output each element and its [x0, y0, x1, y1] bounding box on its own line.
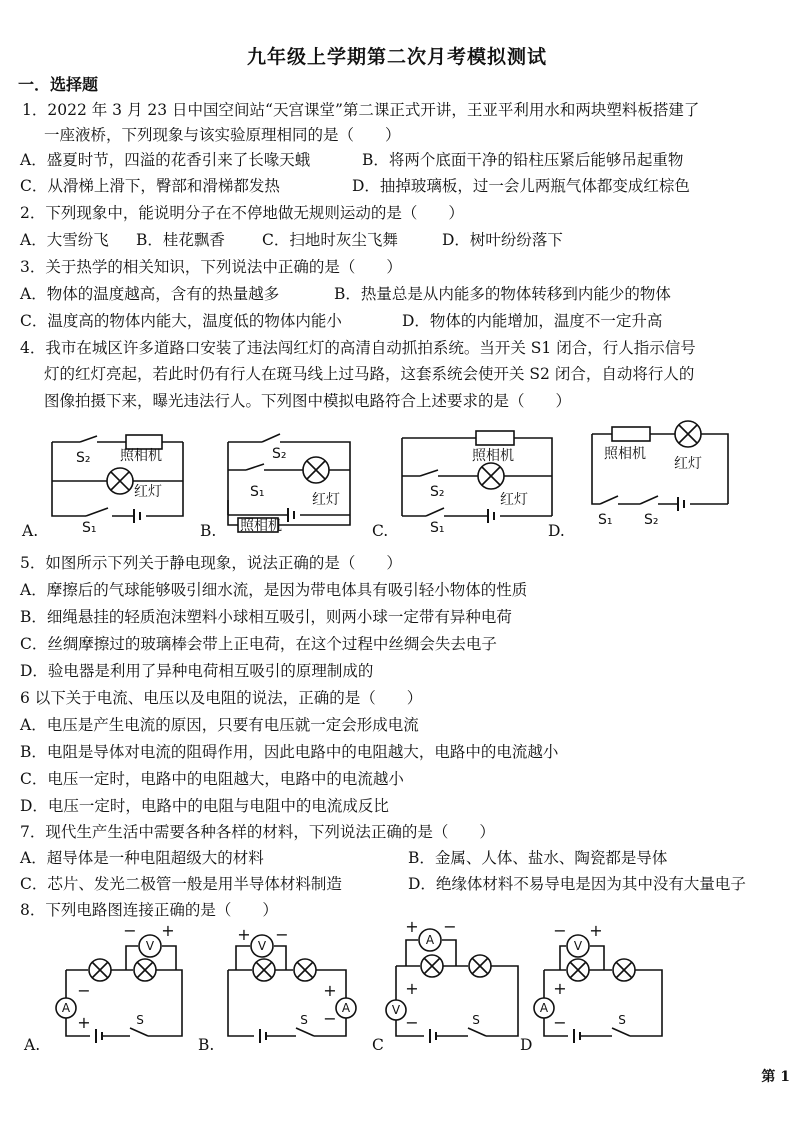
q8-circuit-b — [228, 935, 356, 1043]
q4-c-s2-label: S₂ — [430, 484, 445, 500]
q7-option-a: A．超导体是一种电阻超级大的材料 — [20, 849, 264, 867]
q4-label-c: C. — [372, 522, 389, 540]
q4-d-red-light-label: 红灯 — [674, 456, 702, 472]
q4-b-red-light-label: 红灯 — [312, 492, 340, 508]
q8-c-ammeter-label: A — [425, 933, 435, 947]
q2-option-b: B．桂花飘香 — [136, 231, 225, 249]
q4-d-s1-label: S₁ — [598, 512, 613, 528]
q7-option-c: C．芯片、发光二极管一般是用半导体材料制造 — [20, 875, 342, 893]
q8-b-v-plus: + — [237, 925, 251, 944]
q4-d-s2-label: S₂ — [644, 512, 659, 528]
q8-b-switch-label: S — [300, 1013, 308, 1027]
q8-a-ammeter-label: A — [61, 1001, 71, 1015]
q8-a-a-minus: − — [77, 981, 91, 1000]
q8-d-a-minus: − — [553, 1013, 567, 1032]
q4-c-red-light-label: 红灯 — [500, 492, 528, 508]
q8-d-ammeter-label: A — [539, 1001, 549, 1015]
q8-b-ammeter-label: A — [341, 1001, 351, 1015]
q8-a-voltmeter-label: V — [145, 939, 155, 953]
q4-b-s1-label: S₁ — [250, 484, 265, 500]
section-heading: 一．选择题 — [18, 75, 99, 94]
q5-option-a: A．摩擦后的气球能够吸引细水流，是因为带电体具有吸引轻小物体的性质 — [20, 581, 528, 599]
q4-circuit-c — [402, 431, 552, 523]
q1-option-b: B．将两个底面干净的铅柱压紧后能够吊起重物 — [362, 151, 684, 169]
q7-option-d: D．绝缘体材料不易导电是因为其中没有大量电子 — [408, 875, 746, 893]
q8-label-b: B. — [198, 1036, 215, 1054]
q4-stem-line3: 图像拍摄下来，曝光违法行人。下列图中模拟电路符合上述要求的是（ ） — [44, 392, 572, 410]
q4-stem-line1: 4．我市在城区许多道路口安装了违法闯红灯的高清自动抓拍系统。当开关 S1 闭合，行人指示信号 — [20, 339, 696, 357]
q4-b-s2-label: S₂ — [272, 446, 287, 462]
q8-a-v-plus: + — [161, 921, 175, 940]
q1-stem-line2: 一座液桥，下列现象与该实验原理相同的是（ ） — [44, 126, 401, 144]
q6-option-d: D．电压一定时，电路中的电阻与电阻中的电流成反比 — [20, 797, 389, 815]
q8-c-v-plus: + — [405, 979, 419, 998]
q8-b-v-minus: − — [275, 925, 289, 944]
q4-b-camera-label: 照相机 — [240, 518, 282, 534]
page-title: 九年级上学期第二次月考模拟测试 — [246, 46, 547, 68]
q3-option-a: A．物体的温度越高，含有的热量越多 — [20, 285, 280, 303]
q7-stem: 7．现代生产生活中需要各种各样的材料，下列说法正确的是（ ） — [20, 823, 495, 841]
q1-stem-line1: 1．2022 年 3 月 23 日中国空间站“天宫课堂”第二课正式开讲，王亚平利用水和两块塑料板搭建了 — [22, 101, 700, 119]
q4-label-d: D. — [548, 522, 565, 540]
q8-d-voltmeter-label: V — [573, 939, 583, 953]
q7-option-b: B．金属、人体、盐水、陶瓷都是导体 — [408, 849, 668, 867]
q3-option-c: C．温度高的物体内能大，温度低的物体内能小 — [20, 312, 342, 330]
q4-a-s2-label: S₂ — [76, 450, 91, 466]
q8-c-switch-label: S — [472, 1013, 480, 1027]
q8-b-voltmeter-label: V — [257, 939, 267, 953]
q3-option-d: D．物体的内能增加，温度不一定升高 — [402, 312, 663, 330]
q8-c-a-minus: − — [443, 917, 457, 936]
q8-d-v-plus: + — [589, 921, 603, 940]
q4-c-s1-label: S₁ — [430, 520, 445, 536]
q3-stem: 3．关于热学的相关知识，下列说法中正确的是（ ） — [20, 258, 402, 276]
q4-a-red-light-label: 红灯 — [134, 484, 162, 500]
q8-b-a-plus: + — [323, 981, 337, 1000]
q8-circuit-a — [56, 935, 182, 1043]
q8-c-v-minus: − — [405, 1013, 419, 1032]
q4-stem-line2: 灯的红灯亮起，若此时仍有行人在斑马线上过马路，这套系统会使开关 S2 闭合，自动将行人的 — [44, 365, 695, 383]
q2-stem: 2．下列现象中，能说明分子在不停地做无规则运动的是（ ） — [20, 204, 464, 222]
q4-circuit-d — [592, 421, 728, 511]
q1-option-a: A．盛夏时节，四溢的花香引来了长喙天蛾 — [20, 151, 311, 169]
q5-option-d: D．验电器是利用了异种电荷相互吸引的原理制成的 — [20, 662, 374, 680]
q8-label-d: D — [520, 1036, 533, 1054]
q4-label-b: B. — [200, 522, 217, 540]
q4-c-camera-label: 照相机 — [472, 448, 514, 464]
page-number: 第 1 — [761, 1069, 790, 1085]
q8-a-a-plus: + — [77, 1013, 91, 1032]
q2-option-c: C．扫地时灰尘飞舞 — [262, 231, 398, 249]
q6-option-b: B．电阻是导体对电流的阻碍作用，因此电路中的电阻越大，电路中的电流越小 — [20, 743, 559, 761]
q8-stem: 8．下列电路图连接正确的是（ ） — [20, 901, 278, 919]
q3-option-b: B．热量总是从内能多的物体转移到内能少的物体 — [334, 285, 671, 303]
q8-b-a-minus: − — [323, 1009, 337, 1028]
q5-option-b: B．细绳悬挂的轻质泡沫塑料小球相互吸引，则两小球一定带有异种电荷 — [20, 608, 512, 626]
q5-stem: 5．如图所示下列关于静电现象，说法正确的是（ ） — [20, 554, 402, 572]
q2-option-a: A．大雪纷飞 — [20, 231, 109, 249]
q1-option-d: D．抽掉玻璃板，过一会儿两瓶气体都变成红棕色 — [352, 177, 690, 195]
q5-option-c: C．丝绸摩擦过的玻璃棒会带上正电荷，在这个过程中丝绸会失去电子 — [20, 635, 497, 653]
q8-d-v-minus: − — [553, 921, 567, 940]
q8-d-a-plus: + — [553, 979, 567, 998]
q6-stem: 6 以下关于电流、电压以及电阻的说法，正确的是（ ） — [20, 689, 423, 707]
q4-label-a: A. — [22, 522, 39, 540]
q8-label-c: C — [372, 1036, 384, 1054]
q6-option-a: A．电压是产生电流的原因，只要有电压就一定会形成电流 — [20, 716, 419, 734]
q4-circuit-a — [52, 435, 183, 523]
q4-d-camera-label: 照相机 — [604, 446, 646, 462]
q8-a-switch-label: S — [136, 1013, 144, 1027]
q8-c-a-plus: + — [405, 917, 419, 936]
q6-option-c: C．电压一定时，电路中的电阻越大，电路中的电流越小 — [20, 770, 404, 788]
q8-d-switch-label: S — [618, 1013, 626, 1027]
q4-a-s1-label: S₁ — [82, 520, 97, 536]
q4-a-camera-label: 照相机 — [120, 448, 162, 464]
q8-a-v-minus: − — [123, 921, 137, 940]
q1-option-c: C．从滑梯上滑下，臀部和滑梯都发热 — [20, 177, 280, 195]
q8-circuit-figures — [0, 917, 794, 1064]
q2-option-d: D．树叶纷纷落下 — [442, 231, 563, 249]
q4-circuit-figures — [0, 420, 794, 549]
q8-c-voltmeter-label: V — [391, 1003, 401, 1017]
q8-label-a: A. — [24, 1036, 41, 1054]
